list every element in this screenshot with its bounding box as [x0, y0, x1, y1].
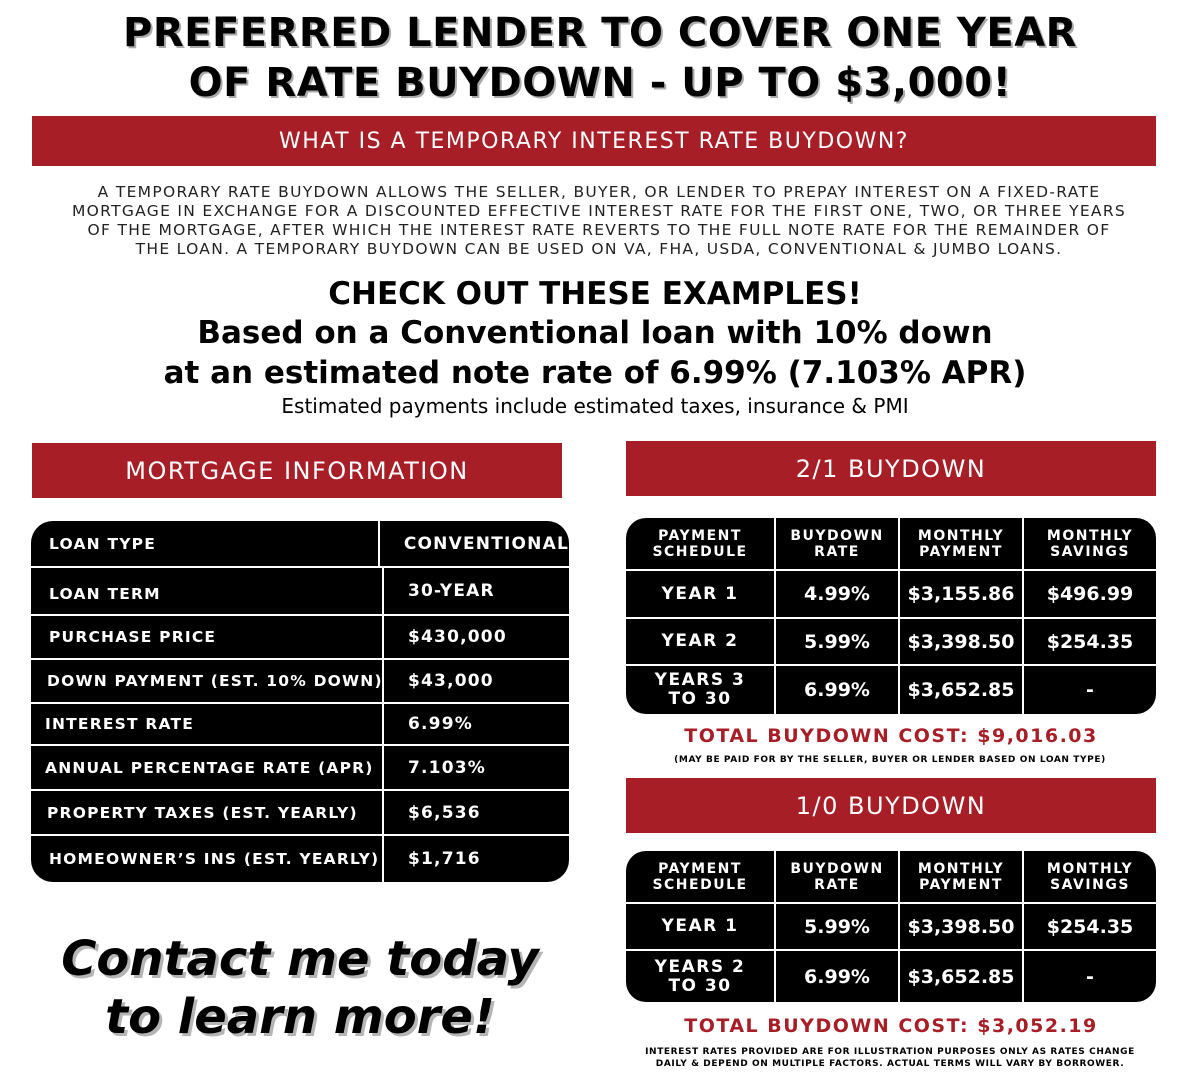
row-value: $6,536: [408, 802, 481, 823]
table-header-row: [626, 518, 1156, 571]
row-value: $1,716: [408, 849, 481, 869]
payment-cell: $3,398.50: [900, 619, 1024, 664]
intro-line-1: A TEMPORARY RATE BUYDOWN ALLOWS THE SELLER, BUYER, OR LENDER TO PREPAY INTEREST ON A FIXED-RATE: [97, 183, 1101, 201]
row-label: INTEREST RATE: [31, 704, 384, 744]
header-monthly-savings: MONTHLY SAVINGS: [1046, 527, 1134, 560]
row-label: LOAN TERM: [31, 568, 384, 614]
examples-rate: at an estimated note rate of 6.99% (7.103% APR): [163, 355, 1027, 391]
disclaimer-line-2: DAILY & DEPEND ON MULTIPLE FACTORS. ACTUAL TERMS WILL VARY BY BORROWER.: [655, 1059, 1125, 1069]
headline-line-1: PREFERRED LENDER TO COVER ONE YEAR: [123, 10, 1077, 56]
disclaimer-line-1: INTEREST RATES PROVIDED ARE FOR ILLUSTRATION PURPOSES ONLY AS RATES CHANGE: [645, 1047, 1135, 1057]
row-label: ANNUAL PERCENTAGE RATE (APR): [31, 746, 384, 789]
buydown-2-1-note: (MAY BE PAID FOR BY THE SELLER, BUYER OR LENDER BASED ON LOAN TYPE): [674, 755, 1106, 765]
header-buydown-rate: BUYDOWN RATE: [776, 851, 900, 902]
what-is-banner: WHAT IS A TEMPORARY INTEREST RATE BUYDOWN?: [32, 116, 1156, 166]
buydown-1-0-total: TOTAL BUYDOWN COST: $3,052.19: [684, 1015, 1098, 1037]
buydown-1-0-table: [626, 851, 1156, 1002]
main-headline: [0, 8, 1200, 108]
header-payment-schedule: PAYMENT SCHEDULE: [626, 518, 776, 569]
row-value: CONVENTIONAL: [403, 533, 569, 554]
table-row: [626, 571, 1156, 619]
schedule-cell: YEARS 2 TO 30: [626, 951, 776, 1002]
examples-title: CHECK OUT THESE EXAMPLES!: [328, 276, 862, 312]
savings-cell: -: [1086, 965, 1094, 988]
table-row: [31, 746, 569, 791]
payment-cell: $3,652.85: [900, 951, 1024, 1002]
table-header-row: [626, 851, 1156, 904]
rate-cell: 6.99%: [776, 951, 900, 1002]
rate-cell: 5.99%: [776, 904, 900, 949]
table-row: [31, 660, 569, 704]
buydown-2-1-table: [626, 518, 1156, 714]
savings-cell: $254.35: [1046, 630, 1134, 653]
table-row: [626, 951, 1156, 1002]
table-row: [31, 568, 569, 616]
row-value: 7.103%: [408, 757, 487, 778]
examples-heading: [0, 275, 1190, 419]
table-row: [626, 904, 1156, 951]
payment-cell: $3,398.50: [900, 904, 1024, 949]
header-monthly-payment: MONTHLY PAYMENT: [900, 518, 1024, 569]
schedule-cell: YEAR 2: [626, 619, 776, 664]
headline-line-2: OF RATE BUYDOWN - UP TO $3,000!: [188, 60, 1012, 106]
schedule-cell: YEAR 1: [626, 904, 776, 949]
header-payment-schedule: PAYMENT SCHEDULE: [626, 851, 776, 902]
rate-cell: 6.99%: [776, 666, 900, 714]
savings-cell: $496.99: [1046, 583, 1134, 605]
savings-cell: $254.35: [1046, 915, 1134, 938]
contact-line-1: Contact me today: [61, 931, 539, 987]
table-row: [31, 616, 569, 660]
schedule-cell: YEARS 3 TO 30: [626, 666, 776, 714]
buydown-2-1-banner: 2/1 BUYDOWN: [626, 441, 1156, 496]
contact-callout: [20, 930, 580, 1046]
intro-line-3: OF THE MORTGAGE, AFTER WHICH THE INTEREST RATE REVERTS TO THE FULL NOTE RATE FOR THE REMAINDER OF: [87, 221, 1111, 239]
row-value: $43,000: [408, 671, 494, 691]
table-row: [31, 521, 569, 568]
mortgage-information-banner: MORTGAGE INFORMATION: [32, 443, 562, 498]
header-monthly-payment: MONTHLY PAYMENT: [900, 851, 1024, 902]
table-row: [31, 704, 569, 746]
rate-cell: 5.99%: [776, 619, 900, 664]
table-row: [626, 619, 1156, 666]
buydown-2-1-total: TOTAL BUYDOWN COST: $9,016.03: [684, 725, 1098, 747]
disclaimer: [620, 1046, 1160, 1070]
intro-paragraph: [34, 183, 1164, 259]
contact-line-2: to learn more!: [105, 989, 495, 1045]
intro-line-2: MORTGAGE IN EXCHANGE FOR A DISCOUNTED EFFECTIVE INTEREST RATE FOR THE FIRST ONE, TWO, OR THREE YEARS: [71, 202, 1127, 220]
table-row: [626, 666, 1156, 714]
row-label: DOWN PAYMENT (EST. 10% DOWN): [31, 660, 384, 702]
table-row: [31, 836, 569, 882]
intro-line-4: THE LOAN. A TEMPORARY BUYDOWN CAN BE USED ON VA, FHA, USDA, CONVENTIONAL & JUMBO LOANS.: [135, 240, 1063, 258]
row-label: HOMEOWNER’S INS (EST. YEARLY): [31, 836, 384, 882]
examples-loan-basis: Based on a Conventional loan with 10% down: [197, 315, 993, 351]
rate-cell: 4.99%: [776, 571, 900, 617]
row-label: PURCHASE PRICE: [31, 616, 384, 658]
row-value: 30-YEAR: [408, 581, 495, 601]
header-buydown-rate: BUYDOWN RATE: [776, 518, 900, 569]
schedule-cell: YEAR 1: [626, 571, 776, 617]
row-value: 6.99%: [408, 714, 473, 734]
row-value: $430,000: [408, 627, 507, 647]
mortgage-information-table: [31, 521, 569, 882]
payment-cell: $3,155.86: [900, 571, 1024, 617]
row-label: PROPERTY TAXES (EST. YEARLY): [31, 791, 384, 834]
buydown-1-0-banner: 1/0 BUYDOWN: [626, 778, 1156, 833]
examples-note: Estimated payments include estimated taxes, insurance & PMI: [281, 394, 909, 418]
savings-cell: -: [1086, 679, 1094, 701]
header-monthly-savings: MONTHLY SAVINGS: [1046, 860, 1134, 893]
payment-cell: $3,652.85: [900, 666, 1024, 714]
table-row: [31, 791, 569, 836]
row-label: LOAN TYPE: [31, 521, 380, 566]
